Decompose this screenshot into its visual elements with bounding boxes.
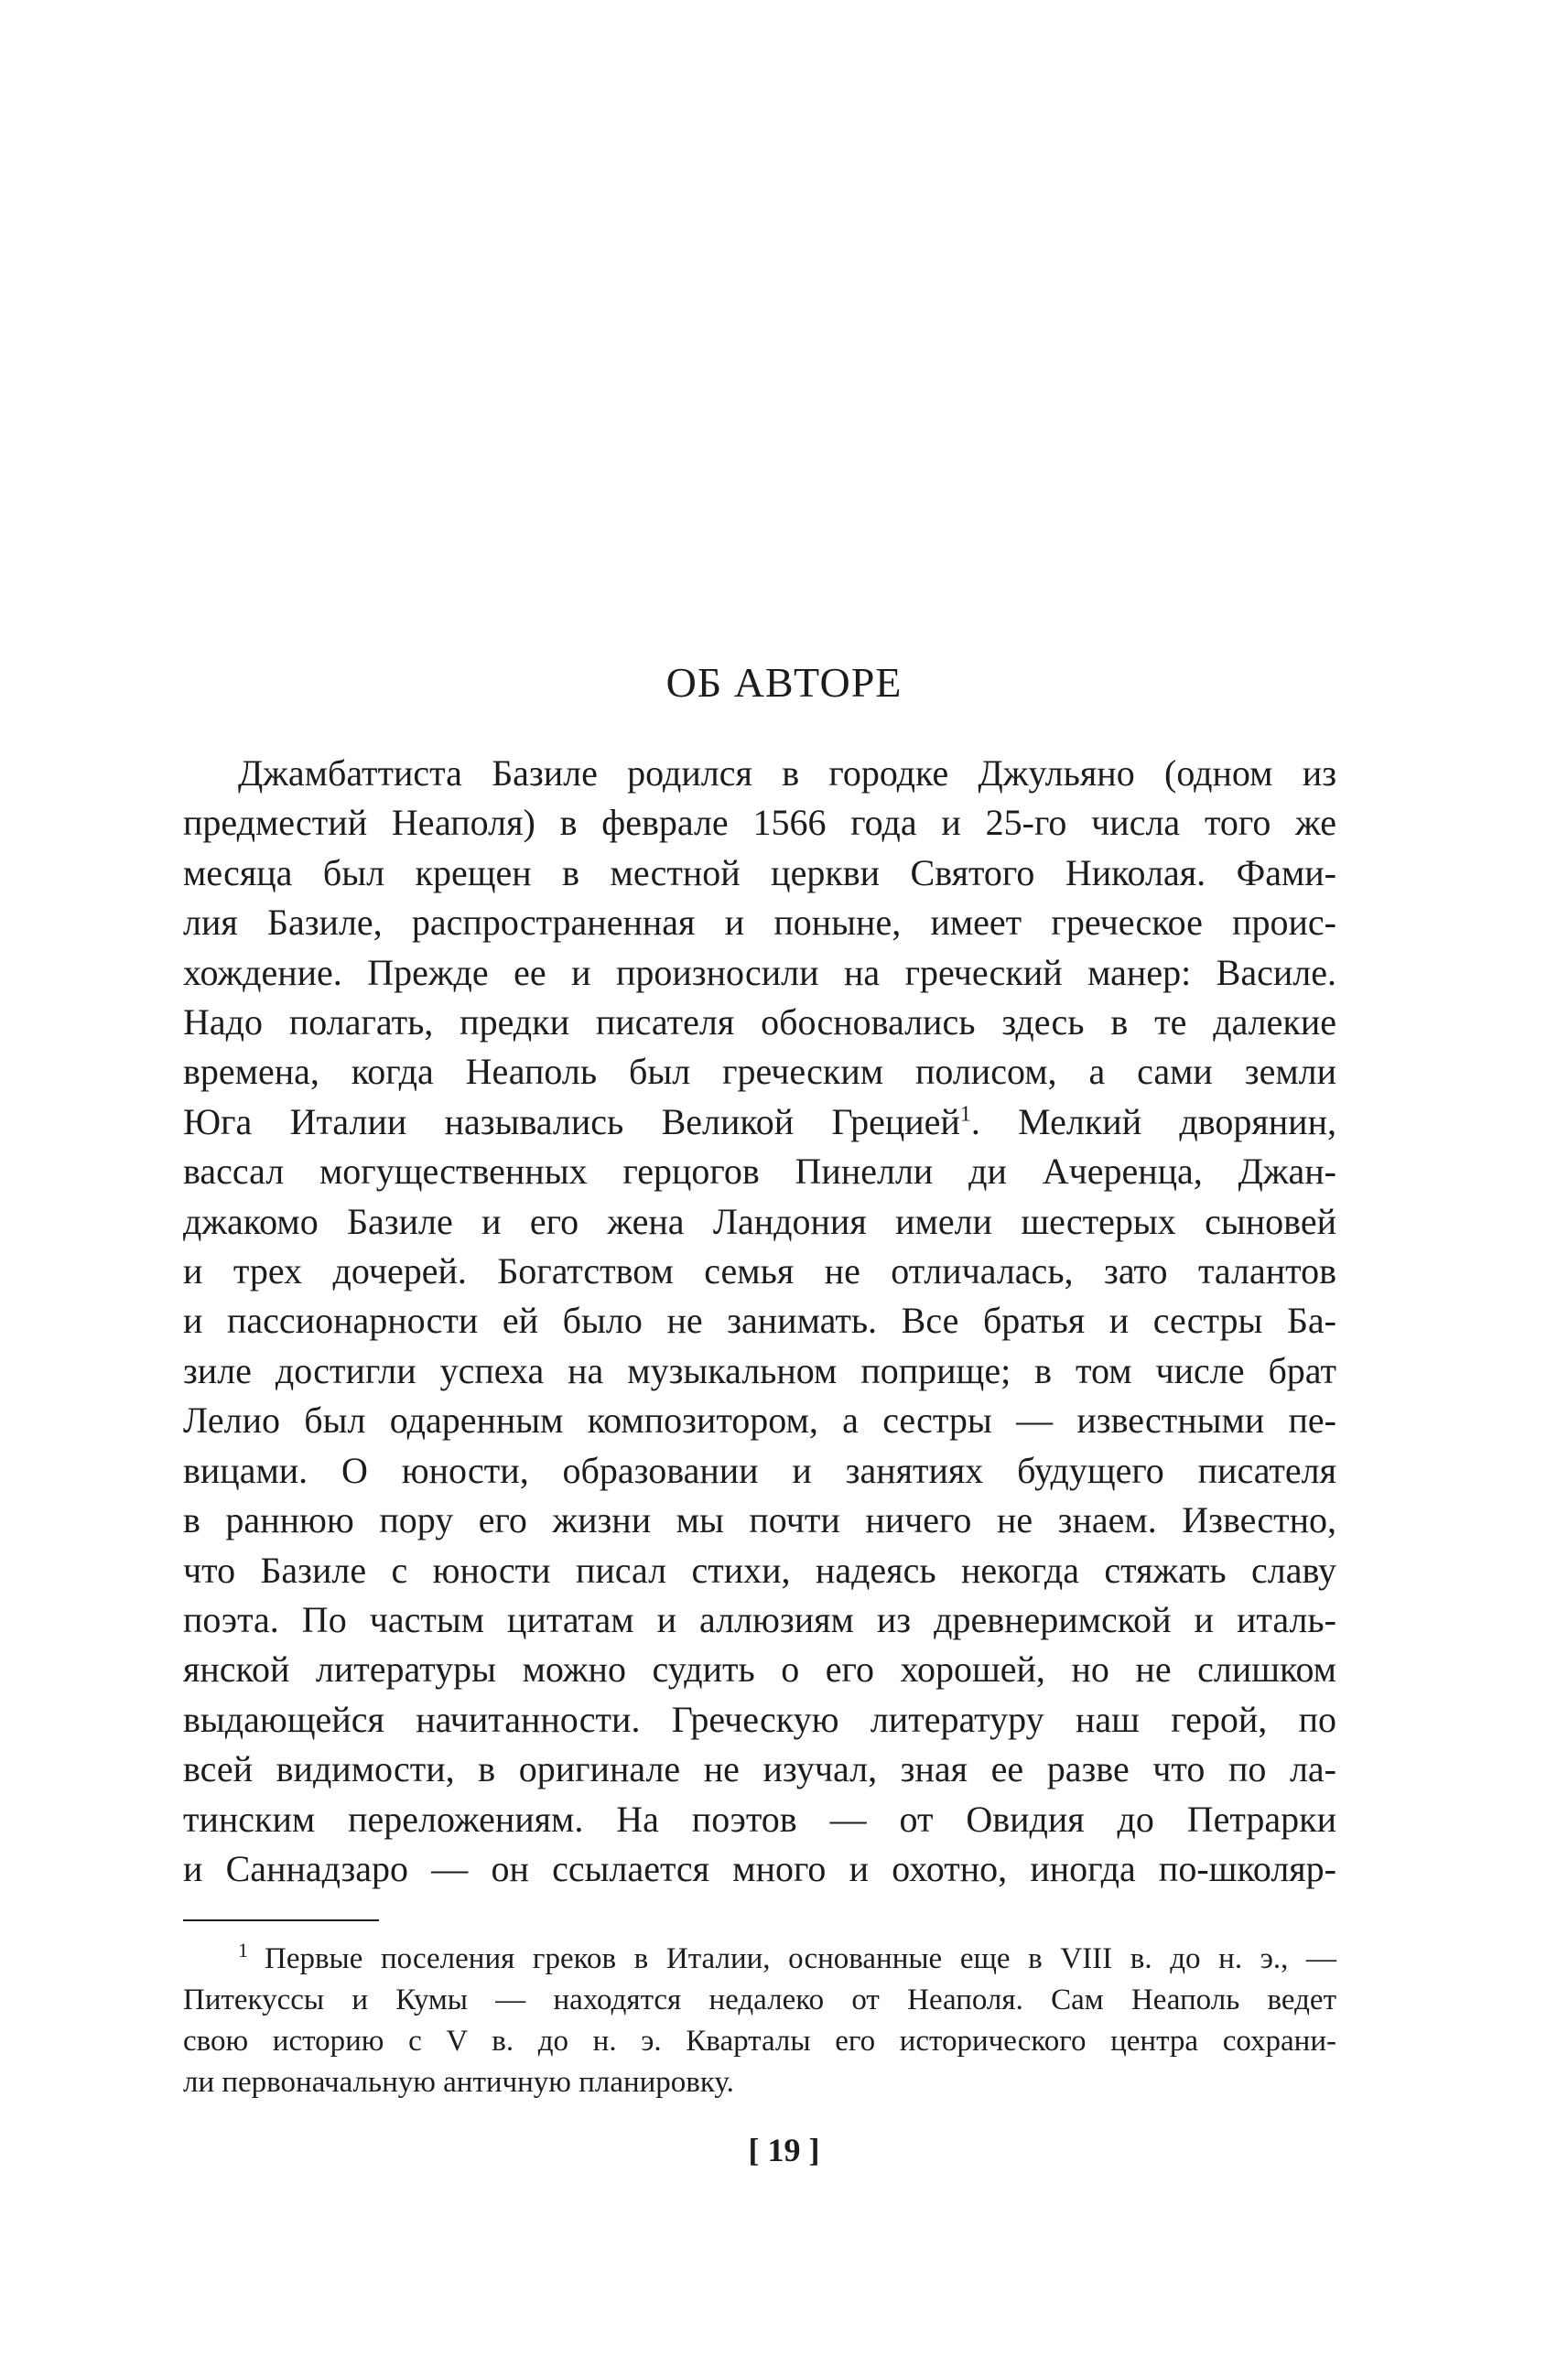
text-line: всей видимости, в оригинале не изучал, зная ее разве что по ла- bbox=[183, 1748, 1336, 1790]
footnote-line: Питекуссы и Кумы — находятся недалеко от Неаполя. Сам Неаполь ведет bbox=[183, 1983, 1336, 2016]
footnote bbox=[183, 1939, 1336, 2103]
text-segment: Юга Италии назывались Великой Грецией bbox=[183, 1100, 960, 1142]
text-line: Джамбаттиста Базиле родился в городке Джульяно (одном из bbox=[238, 752, 1336, 794]
footnote-reference[interactable]: 1 bbox=[959, 1102, 971, 1127]
text-line: в раннюю пору его жизни мы почти ничего не знаем. Известно, bbox=[183, 1499, 1336, 1541]
text-line: предместий Неаполя) в феврале 1566 года и 25-го числа того же bbox=[183, 802, 1336, 844]
footnote-text: Первые поселения греков в Италии, основанные еще в VIII в. до н. э., — bbox=[265, 1942, 1336, 1975]
text-segment: . Мелкий дворянин, bbox=[970, 1100, 1336, 1142]
footnote-line bbox=[183, 1939, 1336, 1980]
text-line: времена, когда Неаполь был греческим полисом, а сами земли bbox=[183, 1051, 1336, 1093]
text-line: и трех дочерей. Богатством семья не отличалась, зато талантов bbox=[183, 1250, 1336, 1292]
page-title: ОБ АВТОРЕ bbox=[665, 659, 903, 706]
footnote-line: свою историю с V в. до н. э. Кварталы его исторического центра сохрани- bbox=[183, 2025, 1336, 2058]
text-line bbox=[183, 1097, 1336, 1147]
text-line: месяца был крещен в местной церкви Святого Николая. Фами- bbox=[183, 851, 1336, 893]
text-line: хождение. Прежде ее и произносили на греческий манер: Василе. bbox=[183, 951, 1336, 993]
text-line: янской литературы можно судить о его хорошей, но не слишком bbox=[183, 1648, 1336, 1691]
text-line: что Базиле с юности писал стихи, надеясь некогда стяжать славу bbox=[183, 1549, 1336, 1591]
footnote-mark: 1 bbox=[238, 1939, 248, 1962]
text-line: Лелио был одаренным композитором, а сестры — известными пе- bbox=[183, 1400, 1336, 1442]
text-line: и Саннадзаро — он ссылается много и охотно, иногда по-школяр- bbox=[183, 1847, 1336, 1889]
text-line: вицами. О юности, образовании и занятиях будущего писателя bbox=[183, 1449, 1336, 1491]
footnote-line: ли первоначальную античную планировку. bbox=[183, 2066, 734, 2099]
text-line: зиле достигли успеха на музыкальном поприще; в том числе брат bbox=[183, 1349, 1336, 1391]
text-line: выдающейся начитанности. Греческую литературу наш герой, по bbox=[183, 1698, 1336, 1740]
main-text bbox=[183, 749, 1336, 1894]
text-line: поэта. По частым цитатам и аллюзиям из древнеримской и италь- bbox=[183, 1598, 1336, 1640]
text-line: лия Базиле, распространенная и поныне, имеет греческое проис- bbox=[183, 902, 1336, 944]
text-line: джакомо Базиле и его жена Ландония имели шестерых сыновей bbox=[183, 1200, 1336, 1242]
text-line: вассал могущественных герцогов Пинелли ди Ачеренца, Джан- bbox=[183, 1151, 1336, 1193]
page-number: [ 19 ] bbox=[748, 2132, 820, 2168]
text-line: тинским переложениям. На поэтов — от Овидия до Петрарки bbox=[183, 1798, 1336, 1840]
text-line: Надо полагать, предки писателя обосновались здесь в те далекие bbox=[183, 1001, 1336, 1043]
footnote-divider bbox=[183, 1919, 379, 1921]
text-line: и пассионарности ей было не занимать. Все братья и сестры Ба- bbox=[183, 1300, 1336, 1342]
